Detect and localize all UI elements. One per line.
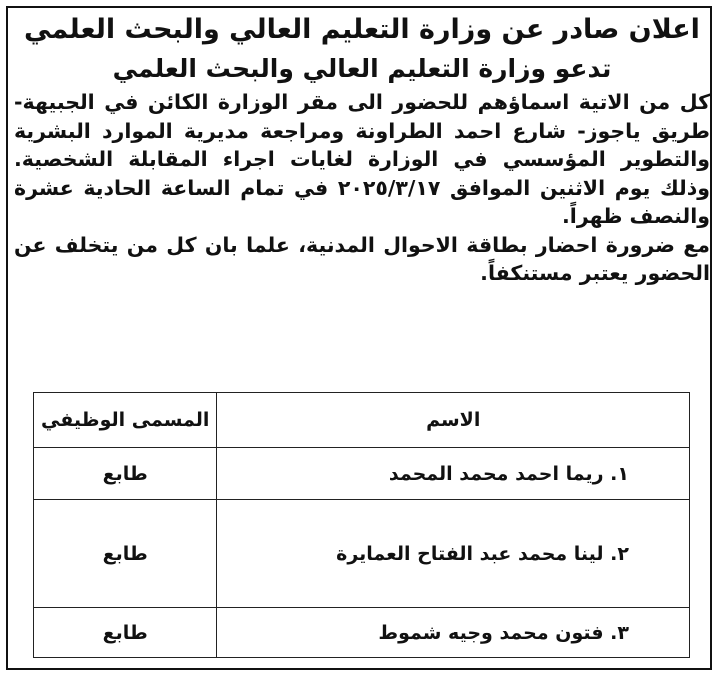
row-name: ٢. لينا محمد عبد الفتاح العمايرة <box>217 500 690 608</box>
row-job-title: طابع <box>34 500 217 608</box>
table-row <box>34 448 690 500</box>
notice-paragraph-1: كل من الاتية اسماؤهم للحضور الى مقر الوزارة الكائن في الجبيهة- طريق ياجوز- شارع احمد الطراونة ومراجعة مديرية الموارد البشرية والتطوير المؤسسي في الوزارة لغايات اجراء المقابلة الشخصية. وذلك يوم الاثنين الموافق ٢٠٢٥/٣/١٧ في تمام الساعة الحادية عشرة والنصف ظهراً. <box>14 90 711 228</box>
candidates-table <box>33 392 690 658</box>
header-job-title: المسمى الوظيفي <box>34 393 217 448</box>
table-header-row <box>34 393 690 448</box>
notice-title: اعلان صادر عن وزارة التعليم العالي والبحث العلمي <box>24 14 700 45</box>
notice-paragraph-2: مع ضرورة احضار بطاقة الاحوال المدنية، علما بان كل من يتخلف عن الحضور يعتبر مستنكفاً. <box>14 232 710 285</box>
table-row <box>34 608 690 658</box>
table-row <box>34 500 690 608</box>
notice-subtitle: تدعو وزارة التعليم العالي والبحث العلمي <box>112 54 612 83</box>
header-name: الاسم <box>217 393 690 448</box>
notice-content <box>14 10 710 288</box>
row-job-title: طابع <box>34 448 217 500</box>
row-name: ٣. فتون محمد وجيه شموط <box>217 608 690 658</box>
row-job-title: طابع <box>34 608 217 658</box>
row-name: ١. ريما احمد محمد المحمد <box>217 448 690 500</box>
